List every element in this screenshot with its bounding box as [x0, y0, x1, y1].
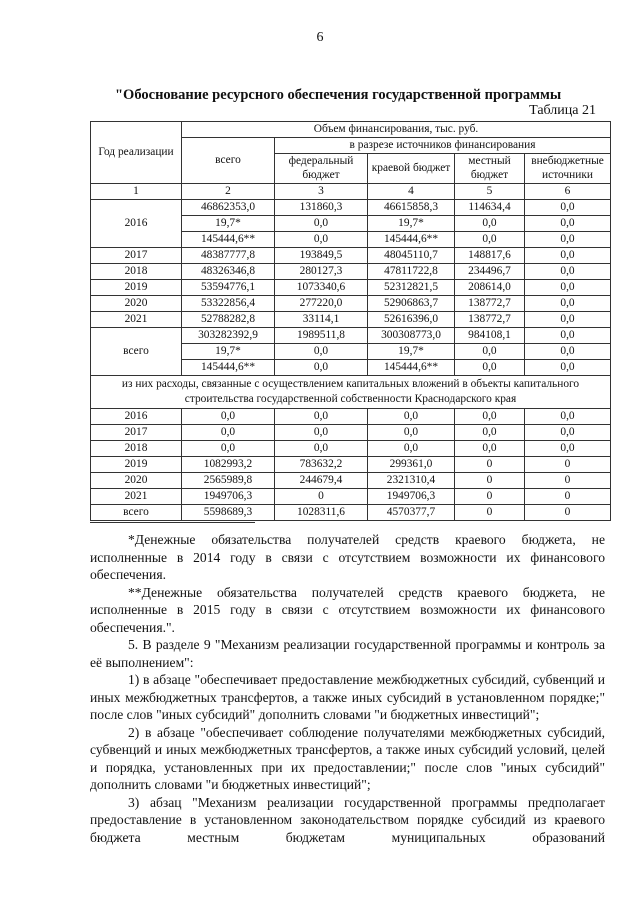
col-num: 3: [275, 184, 368, 200]
table-row: [91, 489, 611, 505]
cell-total: 19,7*: [182, 216, 275, 232]
header-local: местный бюджет: [455, 154, 525, 184]
col-num: 1: [91, 184, 182, 200]
cell-regional: 299361,0: [368, 457, 455, 473]
cell-offbudget: 0,0: [525, 264, 611, 280]
cell-local: 0: [455, 457, 525, 473]
page-number: 6: [316, 30, 324, 45]
cell-federal: 244679,4: [275, 473, 368, 489]
row-year: 2021: [91, 312, 182, 328]
cell-regional: 52616396,0: [368, 312, 455, 328]
cell-offbudget: 0,0: [525, 280, 611, 296]
table-row: [91, 296, 611, 312]
cell-local: 114634,4: [455, 200, 525, 216]
cell-offbudget: 0,0: [525, 312, 611, 328]
cell-local: 0: [455, 505, 525, 521]
footnotes: [90, 531, 605, 636]
col-num: 2: [182, 184, 275, 200]
cell-regional: 47811722,8: [368, 264, 455, 280]
cell-federal: 1028311,6: [275, 505, 368, 521]
cell-regional: 145444,6**: [368, 232, 455, 248]
cell-federal: 33114,1: [275, 312, 368, 328]
cell-total: 48326346,8: [182, 264, 275, 280]
cell-total: 2565989,8: [182, 473, 275, 489]
cell-federal: 277220,0: [275, 296, 368, 312]
row-year: 2018: [91, 264, 182, 280]
row-year: 2017: [91, 248, 182, 264]
cell-total: 145444,6**: [182, 360, 275, 376]
cell-local: 148817,6: [455, 248, 525, 264]
cell-federal: 0,0: [275, 216, 368, 232]
col-num: 4: [368, 184, 455, 200]
cell-total: 48387777,8: [182, 248, 275, 264]
row-year: 2020: [91, 473, 182, 489]
capital-investments-note: из них расходы, связанные с осуществлением капитальных вложений в объекты капитального строительства государственной собственности Краснодарского края: [91, 376, 611, 409]
col-num: 6: [525, 184, 611, 200]
cell-federal: 0,0: [275, 409, 368, 425]
header-volume: Объем финансирования, тыс. руб.: [182, 122, 611, 138]
row-year: 2016: [91, 200, 182, 248]
paragraph-item-3: 3) абзац "Механизм реализации государственной программы предполагает предоставление в установленном законодательством порядке субсидий из краевого бюджета местным бюджетам муниципальных образований: [90, 794, 605, 845]
cell-regional: 4570377,7: [368, 505, 455, 521]
cell-federal: 0,0: [275, 360, 368, 376]
cell-offbudget: 0,0: [525, 232, 611, 248]
cell-regional: 52906863,7: [368, 296, 455, 312]
cell-offbudget: 0,0: [525, 200, 611, 216]
cell-local: 138772,7: [455, 312, 525, 328]
cell-total: 303282392,9: [182, 328, 275, 344]
header-offbudget: внебюджетные источники: [525, 154, 611, 184]
cell-offbudget: 0: [525, 457, 611, 473]
cell-federal: 1989511,8: [275, 328, 368, 344]
financing-table: [90, 121, 611, 521]
row-year: 2019: [91, 457, 182, 473]
header-by-source: в разрезе источников финансирования: [275, 138, 611, 154]
cell-offbudget: 0,0: [525, 425, 611, 441]
table-row: [91, 409, 611, 425]
cell-federal: 783632,2: [275, 457, 368, 473]
row-total-label: всего: [91, 328, 182, 376]
cell-total: 145444,6**: [182, 232, 275, 248]
header-total: всего: [182, 138, 275, 184]
cell-total: 5598689,3: [182, 505, 275, 521]
cell-total: 0,0: [182, 425, 275, 441]
row-year: 2016: [91, 409, 182, 425]
cell-regional: 46615858,3: [368, 200, 455, 216]
row-year: всего: [91, 505, 182, 521]
cell-regional: 1949706,3: [368, 489, 455, 505]
cell-federal: 0,0: [275, 344, 368, 360]
cell-local: 984108,1: [455, 328, 525, 344]
cell-local: 0,0: [455, 441, 525, 457]
cell-offbudget: 0: [525, 505, 611, 521]
cell-local: 0,0: [455, 216, 525, 232]
row-year: 2020: [91, 296, 182, 312]
table-row: [91, 312, 611, 328]
cell-local: 0,0: [455, 344, 525, 360]
cell-local: 208614,0: [455, 280, 525, 296]
cell-local: 0,0: [455, 409, 525, 425]
cell-federal: 280127,3: [275, 264, 368, 280]
row-year: 2018: [91, 441, 182, 457]
table-row: [91, 441, 611, 457]
table-label: Таблица 21: [529, 103, 596, 118]
cell-regional: 0,0: [368, 425, 455, 441]
cell-total: 53322856,4: [182, 296, 275, 312]
cell-regional: 0,0: [368, 441, 455, 457]
column-numbers-row: [91, 184, 611, 200]
footnote-1: *Денежные обязательства получателей средств краевого бюджета, не исполненные в 2014 году в связи с отсутствием возможности их финансового обеспечения.: [90, 532, 605, 582]
table-row: [91, 248, 611, 264]
cell-local: 0,0: [455, 360, 525, 376]
cell-offbudget: 0,0: [525, 409, 611, 425]
cell-offbudget: 0: [525, 473, 611, 489]
cell-local: 0,0: [455, 425, 525, 441]
cell-offbudget: 0,0: [525, 216, 611, 232]
footnote-2: **Денежные обязательства получателей средств краевого бюджета, не исполненные в 2015 году в связи с отсутствием возможности их финансового обеспечения.".: [90, 584, 605, 635]
cell-regional: 19,7*: [368, 344, 455, 360]
cell-total: 0,0: [182, 409, 275, 425]
cell-offbudget: 0,0: [525, 344, 611, 360]
table-row: [91, 425, 611, 441]
cell-local: 0,0: [455, 232, 525, 248]
cell-federal: 0,0: [275, 425, 368, 441]
row-year: 2021: [91, 489, 182, 505]
document-title: "Обоснование ресурсного обеспечения государственной программы: [115, 87, 562, 103]
body-text: [90, 636, 605, 846]
col-num: 5: [455, 184, 525, 200]
cell-offbudget: 0,0: [525, 248, 611, 264]
cell-local: 234496,7: [455, 264, 525, 280]
cell-offbudget: 0,0: [525, 328, 611, 344]
cell-offbudget: 0,0: [525, 296, 611, 312]
paragraph-section-9: 5. В разделе 9 "Механизм реализации государственной программы и контроль за её выполнением":: [90, 637, 605, 670]
cell-federal: 0,0: [275, 232, 368, 248]
cell-offbudget: 0,0: [525, 441, 611, 457]
cell-regional: 145444,6**: [368, 360, 455, 376]
header-year: Год реализации: [91, 122, 182, 184]
cell-federal: 193849,5: [275, 248, 368, 264]
header-regional: краевой бюджет: [368, 154, 455, 184]
paragraph-item-1: 1) в абзаце "обеспечивает предоставление межбюджетных субсидий, субвенций и иных межбюджетных трансфертов, а также иных субсидий в установленном порядке;" после слов "иных субсидий" дополнить словами "и бюджетных инвестиций";: [90, 672, 605, 722]
cell-total: 1082993,2: [182, 457, 275, 473]
cell-regional: 19,7*: [368, 216, 455, 232]
cell-total: 53594776,1: [182, 280, 275, 296]
cell-federal: 131860,3: [275, 200, 368, 216]
cell-regional: 300308773,0: [368, 328, 455, 344]
header-federal: федеральный бюджет: [275, 154, 368, 184]
cell-total: 0,0: [182, 441, 275, 457]
cell-regional: 2321310,4: [368, 473, 455, 489]
cell-local: 0: [455, 473, 525, 489]
table-row: [91, 328, 611, 344]
paragraph-item-2: 2) в абзаце "обеспечивает соблюдение получателями межбюджетных субсидий, субвенций и иных межбюджетных трансфертов, а также иных субсидий условий, целей и порядка, установленных при их предоставлении;" после слов "иных субсидий" дополнить словами "и бюджетных инвестиций";: [90, 724, 605, 792]
cell-regional: 48045110,7: [368, 248, 455, 264]
cell-total: 19,7*: [182, 344, 275, 360]
cell-offbudget: 0,0: [525, 360, 611, 376]
cell-total: 52788282,8: [182, 312, 275, 328]
cell-federal: 1073340,6: [275, 280, 368, 296]
table-row: [91, 457, 611, 473]
table-row: [91, 264, 611, 280]
footnote-divider: [90, 522, 255, 523]
cell-total: 1949706,3: [182, 489, 275, 505]
cell-federal: 0,0: [275, 441, 368, 457]
row-year: 2019: [91, 280, 182, 296]
cell-local: 0: [455, 489, 525, 505]
table-row: [91, 280, 611, 296]
cell-regional: 52312821,5: [368, 280, 455, 296]
cell-total: 46862353,0: [182, 200, 275, 216]
cell-regional: 0,0: [368, 409, 455, 425]
table-row: [91, 200, 611, 216]
table-row: [91, 473, 611, 489]
row-year: 2017: [91, 425, 182, 441]
cell-federal: 0: [275, 489, 368, 505]
cell-offbudget: 0: [525, 489, 611, 505]
cell-local: 138772,7: [455, 296, 525, 312]
table-row: [91, 505, 611, 521]
